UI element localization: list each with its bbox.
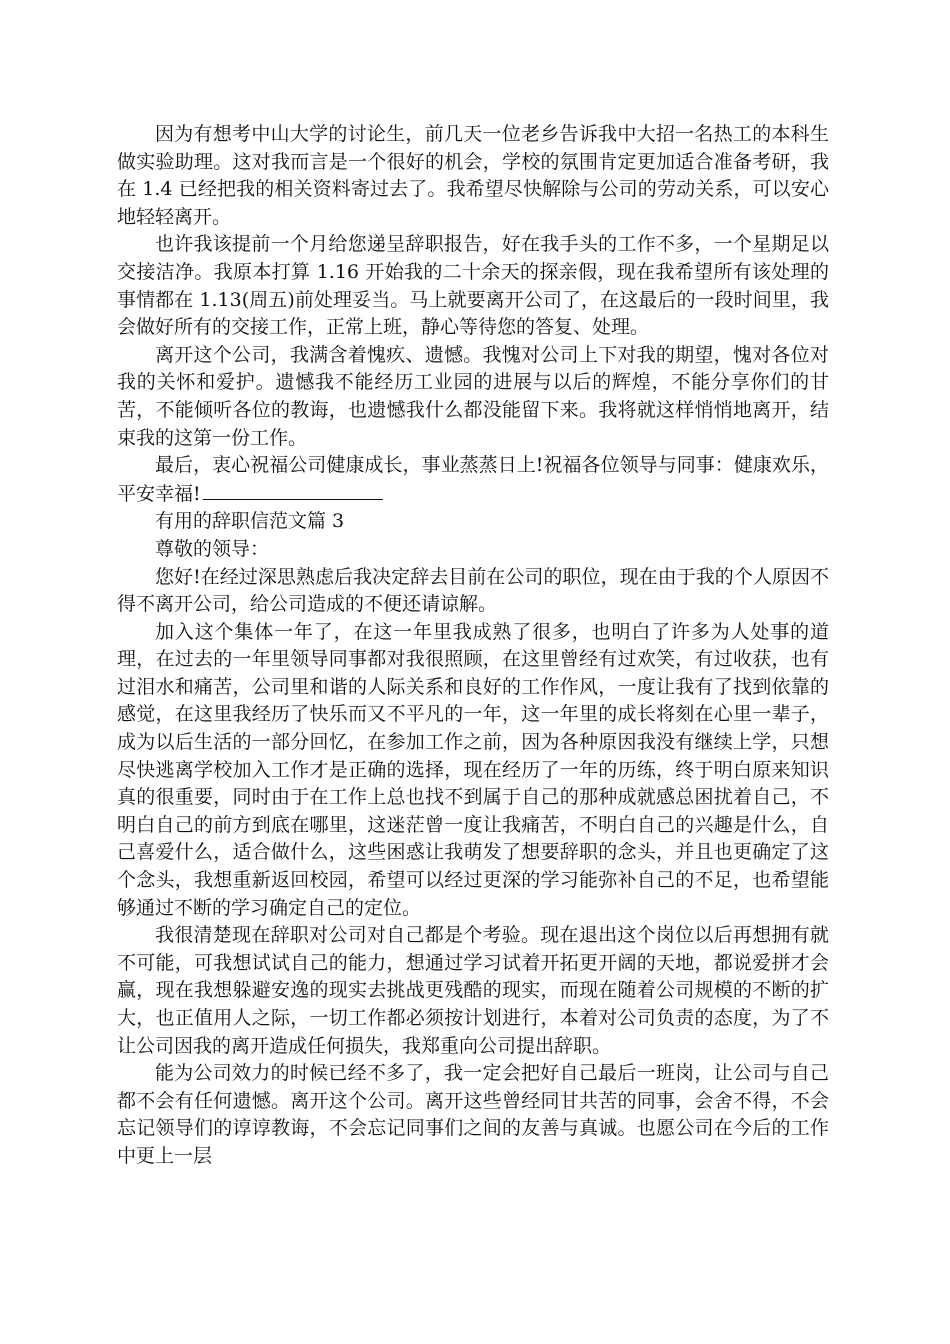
- document-body: [117, 121, 829, 1171]
- paragraph-1: 因为有想考中山大学的讨论生，前几天一位老乡告诉我中大招一名热工的本科生做实验助理。这对我而言是一个很好的机会，学校的氛围肯定更加适合准备考研，我在 1.4 已经把我的相关资料寄过去了。我希望尽快解除与公司的劳动关系，可以安心地轻轻离开。: [117, 123, 829, 228]
- paragraph-4: 您好!在经过深思熟虑后我决定辞去目前在公司的职位，现在由于我的个人原因不得不离开公司，给公司造成的不便还请谅解。: [117, 565, 829, 616]
- salutation: 尊敬的领导：: [155, 537, 270, 560]
- paragraph-3: 离开这个公司，我满含着愧疚、遗憾。我愧对公司上下对我的期望，愧对各位对我的关怀和爱护。遗憾我不能经历工业园的进展与以后的辉煌，不能分享你们的甘苦，不能倾听各位的教诲，也遗憾我什么都没能留下来。我将就这样悄悄地离开，结束我的这第一份工作。: [117, 343, 829, 449]
- closing-blessing: [117, 452, 829, 508]
- paragraph-5: 加入这个集体一年了，在这一年里我成熟了很多，也明白了许多为人处事的道理，在过去的一年里领导同事都对我很照顾，在这里曾经有过欢笑，有过收获，也有过泪水和痛苦，公司里和谐的人际关系和良好的工作作风，一度让我有了找到依靠的感觉，在这里我经历了快乐而又不平凡的一年，这一年里的成长将刻在心里一辈子，成为以后生活的一部分回忆，在参加工作之前，因为各种原因我没有继续上学，只想尽快逃离学校加入工作才是正确的选择，现在经历了一年的历练，终于明白原来知识真的很重要，同时由于在工作上总也找不到属于自己的那种成就感总困扰着自己，不明白自己的前方到底在哪里，这迷茫曾一度让我痛苦，不明白自己的兴趣是什么，自己喜爱什么，适合做什么，这些困惑让我萌发了想要辞职的念头，并且也更确定了这个念头，我想重新返回校园，希望可以经过更深的学习能弥补自己的不足，也希望能够通过不断的学习确定自己的定位。: [117, 620, 829, 919]
- paragraph-6: 我很清楚现在辞职对公司对自己都是个考验。现在退出这个岗位以后再想拥有就不可能，可我想试试自己的能力，想通过学习试着开拓更开阔的天地，都说爱拼才会赢，现在我想躲避安逸的现实去挑战更残酷的现实，而现在随着公司规模的不断的扩大，也正值用人之际，一切工作都必须按计划进行，本着对公司负责的态度，为了不让公司因我的离开造成任何损失，我郑重向公司提出辞职。: [117, 924, 829, 1057]
- paragraph-2: 也许我该提前一个月给您递呈辞职报告，好在我手头的工作不多，一个星期足以交接洁净。我原本打算 1.16 开始我的二十余天的探亲假，现在我希望所有该处理的事情都在 1.13(周五)前处理妥当。马上就要离开公司了，在这最后的一段时间里，我会做好所有的交接工作，正常上班，静心等待您的答复、处理。: [117, 233, 829, 339]
- closing-blessing-text: 最后，衷心祝福公司健康成长，事业蒸蒸日上!祝福各位领导与同事：健康欢乐，平安幸福!: [117, 454, 829, 505]
- paragraph-7: 能为公司效力的时候已经不多了，我一定会把好自己最后一班岗，让公司与自己都不会有任何遗憾。离开这个公司。离开这些曾经同甘共苦的同事，会舍不得，不会忘记领导们的谆谆教诲，不会忘记同事们之间的友善与真诚。也愿公司在今后的工作中更上一层: [117, 1062, 829, 1167]
- underline-blank: [203, 480, 383, 500]
- section-title: 有用的辞职信范文篇 3: [155, 510, 345, 533]
